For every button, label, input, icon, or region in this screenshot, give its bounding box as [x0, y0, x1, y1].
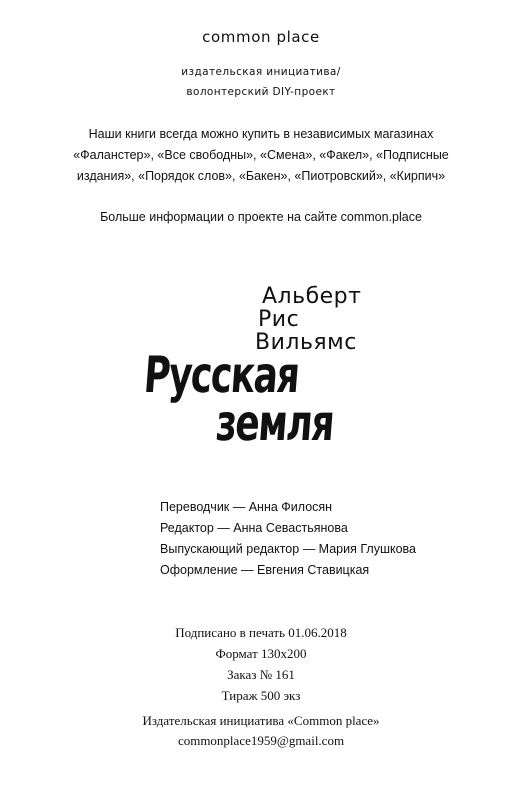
print-signed-date: Подписано в печать 01.06.2018: [175, 625, 347, 640]
author-first-name: Альберт: [262, 284, 362, 309]
author-last-name: Вильямс: [255, 330, 357, 355]
more-info-line: Больше информации о проекте на сайте common.place: [100, 210, 422, 224]
credit-translator: Переводчик — Анна Филосян: [160, 500, 333, 514]
book-title-line-1: Русская: [141, 346, 301, 404]
publisher-tagline: [0, 62, 522, 102]
publisher-contact: [0, 711, 522, 751]
publisher-name: Издательская инициатива «Common place»: [142, 713, 380, 728]
stores-line-1: Наши книги всегда можно купить в независимых магазинах: [88, 127, 434, 141]
publisher-email: commonplace1959@gmail.com: [177, 733, 345, 748]
book-title-line-2: земля: [213, 394, 336, 452]
tagline-line-1: издательская инициатива/: [181, 66, 341, 78]
print-order-number: Заказ № 161: [227, 667, 295, 682]
stores-line-2: «Фаланстер», «Все свободны», «Смена», «Факел», «Подписные: [73, 148, 449, 162]
print-run: Тираж 500 экз: [221, 688, 301, 703]
publisher-brand: common place: [202, 28, 320, 46]
credit-editor: Редактор — Анна Севастьянова: [160, 521, 348, 535]
book-title: [141, 346, 376, 452]
book-author: [230, 285, 390, 354]
stores-paragraph: [40, 124, 482, 187]
tagline-line-2: волонтерский DIY-проект: [186, 86, 336, 98]
print-info: [0, 622, 522, 706]
stores-line-3: издания», «Порядок слов», «Бакен», «Пиотровский», «Кирпич»: [76, 169, 446, 183]
credit-design: Оформление — Евгения Ставицкая: [160, 563, 370, 577]
author-middle-name: Рис: [258, 307, 300, 332]
credit-managing-editor: Выпускающий редактор — Мария Глушкова: [160, 542, 416, 556]
credits-list: [160, 497, 460, 581]
print-format: Формат 130x200: [215, 646, 307, 661]
